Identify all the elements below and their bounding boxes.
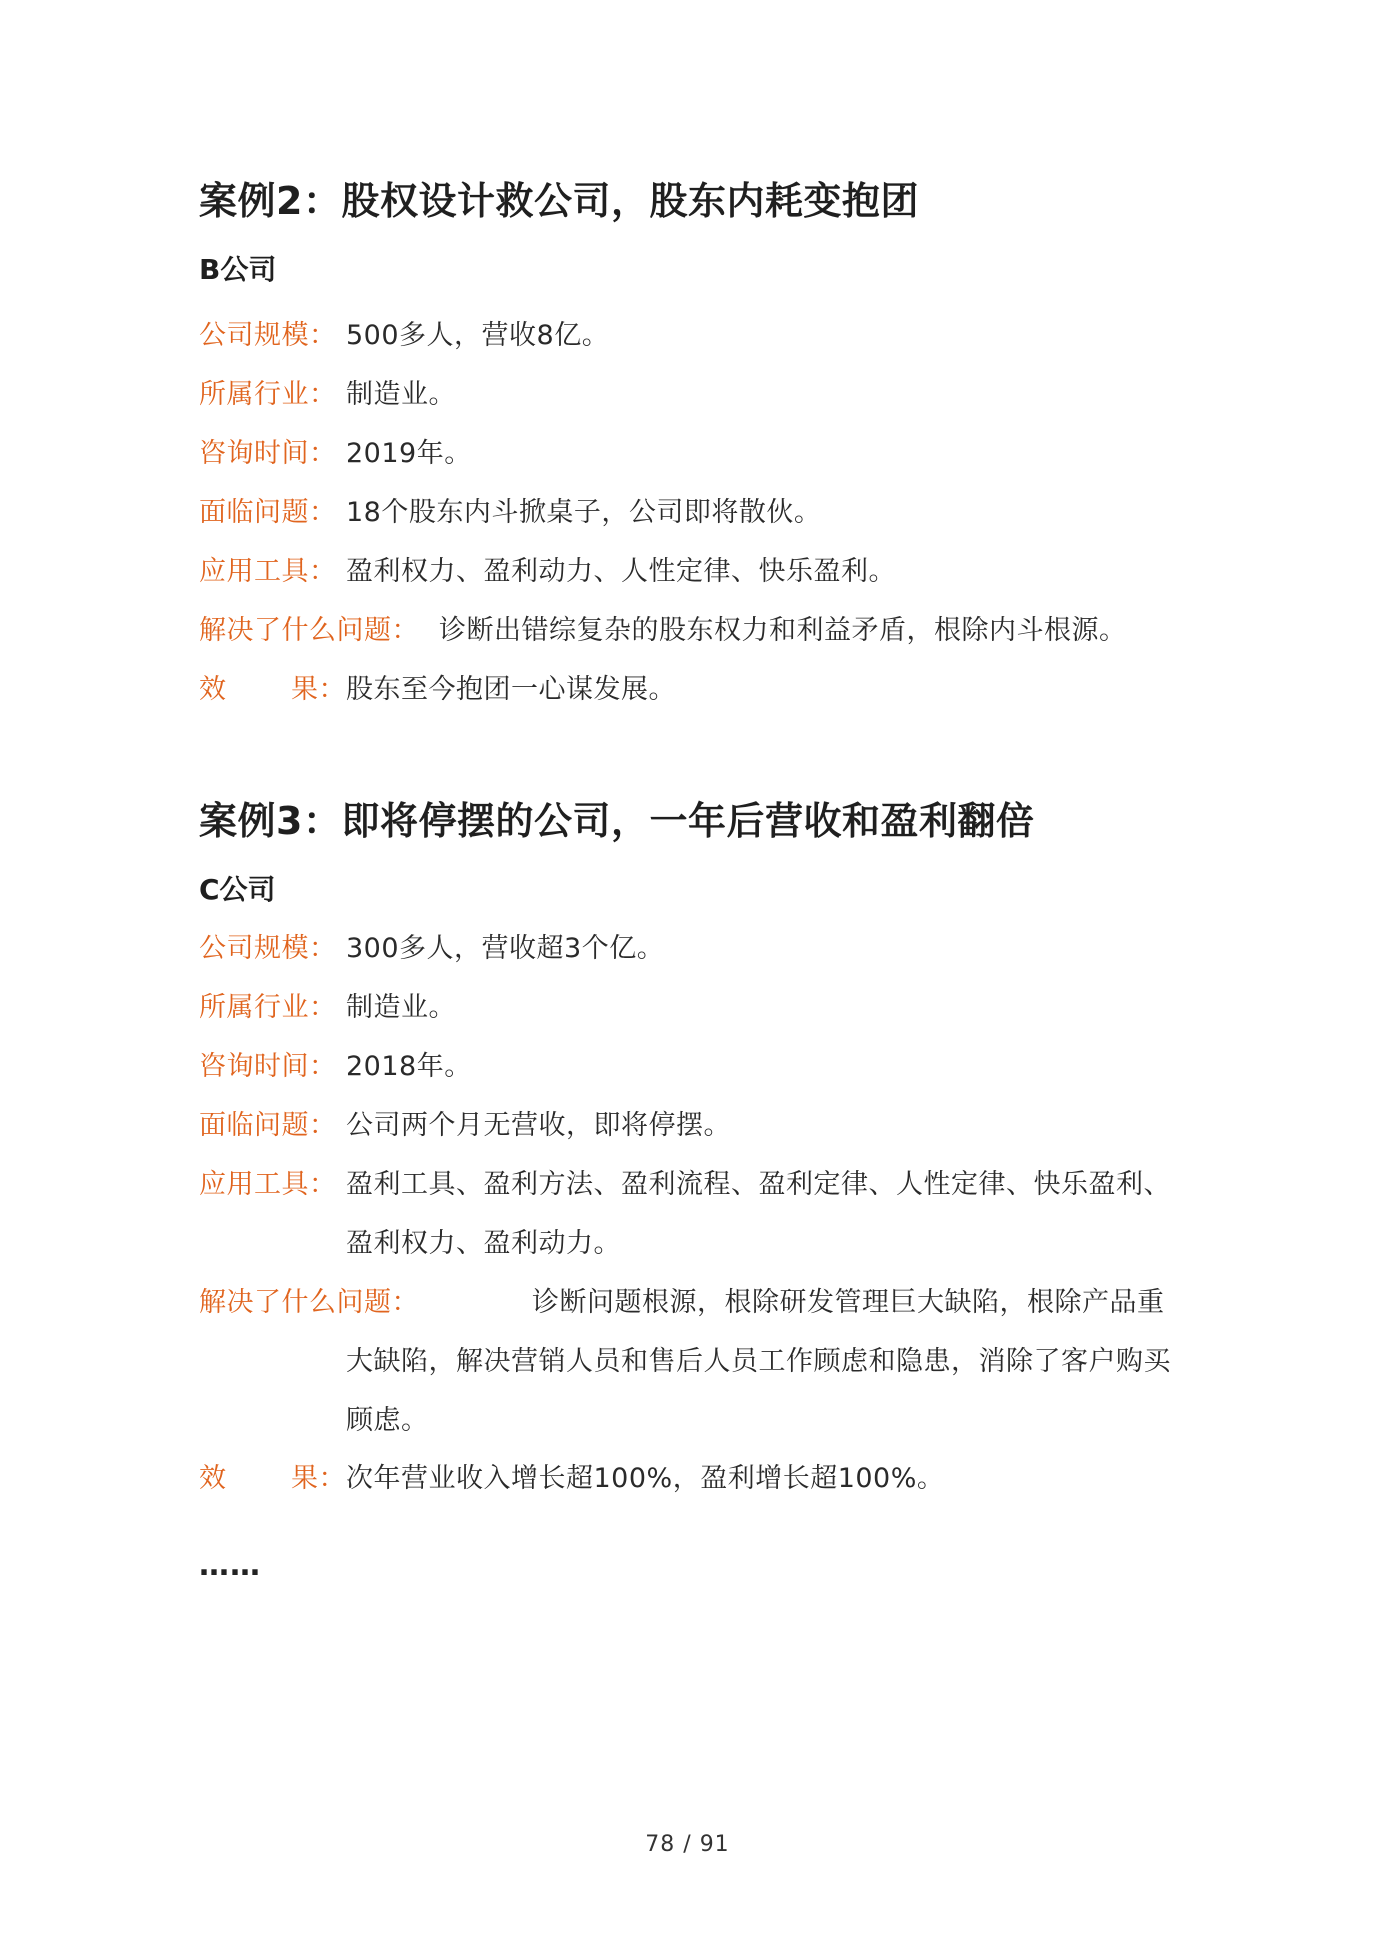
case3-problem-label: 面临问题：: [199, 1110, 337, 1141]
case2-result-value: 股东至今抱团一心谋发展。: [346, 674, 676, 705]
case3-tools-value: 盈利工具、盈利方法、盈利流程、盈利定律、人性定律、快乐盈利、盈利权力、盈利动力。: [346, 1169, 1171, 1259]
case3-company: C公司: [199, 873, 276, 906]
case2-industry-row: [199, 365, 1189, 424]
case3-solved-label: 解决了什么问题：: [199, 1287, 419, 1318]
case2-tools-label: 应用工具：: [199, 556, 337, 587]
case2-problem-row: [199, 483, 1189, 542]
case2-time-value: 2019年。: [346, 438, 472, 469]
continuation-ellipsis: ……: [199, 1548, 261, 1583]
case3-result-value: 次年营业收入增长超100%，盈利增长超100%。: [346, 1463, 945, 1494]
case2-solved-value: 诊断出错综复杂的股东权力和利益矛盾，根除内斗根源。: [439, 615, 1127, 646]
case3-result-label: [199, 1449, 346, 1508]
case3-solved-value: 诊断问题根源，根除研发管理巨大缺陷，根除产品重大缺陷，解决营销人员和售后人员工作顾虑和隐患，消除了客户购买顾虑。: [346, 1287, 1171, 1436]
case2-problem-label: 面临问题：: [199, 497, 337, 528]
case3-solved-row: [199, 1273, 1189, 1450]
case3-time-row: [199, 1037, 1189, 1096]
case3-time-value: 2018年。: [346, 1051, 472, 1082]
case2-scale-value: 500多人，营收8亿。: [346, 320, 610, 351]
case3-scale-label: 公司规模：: [199, 933, 337, 964]
case3-result-row: [199, 1449, 1189, 1508]
case2-result-label: [199, 660, 346, 719]
case2-solved-label: 解决了什么问题：: [199, 615, 419, 646]
case3-problem-row: [199, 1096, 1189, 1155]
case3-industry-row: [199, 978, 1189, 1037]
case3-time-label: 咨询时间：: [199, 1051, 337, 1082]
case3-title: 案例3：即将停摆的公司，一年后营收和盈利翻倍: [199, 799, 1035, 843]
case2-solved-row: [199, 601, 1189, 660]
case2-industry-label: 所属行业：: [199, 379, 337, 410]
case2-result-label-a: 效: [199, 674, 227, 705]
case3-result-label-a: 效: [199, 1463, 227, 1494]
case2-scale-label: 公司规模：: [199, 320, 337, 351]
case2-tools-value: 盈利权力、盈利动力、人性定律、快乐盈利。: [346, 556, 896, 587]
case2-industry-value: 制造业。: [346, 379, 456, 410]
page-number: 78 / 91: [645, 1832, 730, 1857]
case3-tools-row: [199, 1155, 1189, 1273]
case2-scale-row: [199, 306, 1189, 365]
case2-problem-value: 18个股东内斗掀桌子，公司即将散伙。: [346, 497, 822, 528]
case2-title: 案例2：股权设计救公司，股东内耗变抱团: [199, 179, 919, 223]
case2-company: B公司: [199, 253, 277, 286]
case2-result-label-b: 果：: [291, 674, 346, 705]
case3-problem-value: 公司两个月无营收，即将停摆。: [346, 1110, 731, 1141]
case3-result-label-b: 果：: [291, 1463, 346, 1494]
case2-time-label: 咨询时间：: [199, 438, 337, 469]
case2-result-row: [199, 660, 1189, 719]
case3-scale-row: [199, 919, 1189, 978]
case2-time-row: [199, 424, 1189, 483]
case3-scale-value: 300多人，营收超3个亿。: [346, 933, 665, 964]
case3-industry-label: 所属行业：: [199, 992, 337, 1023]
case3-tools-label: 应用工具：: [199, 1169, 337, 1200]
case3-industry-value: 制造业。: [346, 992, 456, 1023]
case2-tools-row: [199, 542, 1189, 601]
